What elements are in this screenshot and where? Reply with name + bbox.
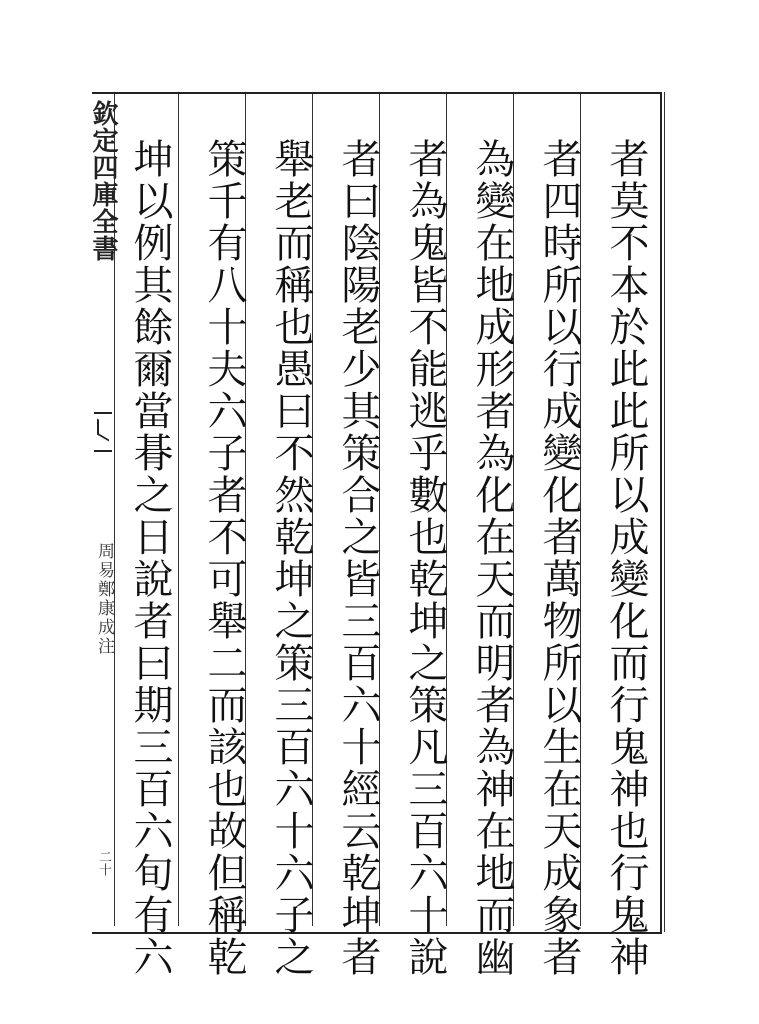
text-column-7: 策千有八十夫六子者不可舉二而該也故但稱乾: [201, 138, 247, 978]
text-column-2: 者四時所以行成變化者萬物所以生在天成象者: [536, 138, 582, 978]
margin-column: [88, 94, 118, 926]
outer-border-rule: [664, 92, 665, 932]
book-series-header: 欽定四庫全書: [88, 100, 118, 262]
text-column-3: 為變在地成形者為化在天而明者為神在地而幽: [469, 138, 515, 978]
book-title: 周易鄭康成注: [94, 542, 114, 656]
column-rule: [178, 94, 179, 926]
text-column-4: 者為鬼皆不能逃乎數也乾坤之策凡三百六十說: [402, 138, 448, 978]
text-column-6: 舉老而稱也愚曰不然乾坤之策三百六十六子之: [268, 138, 314, 978]
text-column-1: 者莫不本於此此所以成變化而行鬼神也行鬼神: [603, 138, 649, 978]
fish-tail-mark-icon: [94, 412, 112, 452]
page-number: 二十: [96, 850, 111, 876]
text-column-5: 者曰陰陽老少其策合之皆三百六十經云乾坤者: [335, 138, 381, 978]
text-column-8: 坤以例其餘爾當朞之日說者曰期三百六旬有六: [127, 138, 173, 978]
